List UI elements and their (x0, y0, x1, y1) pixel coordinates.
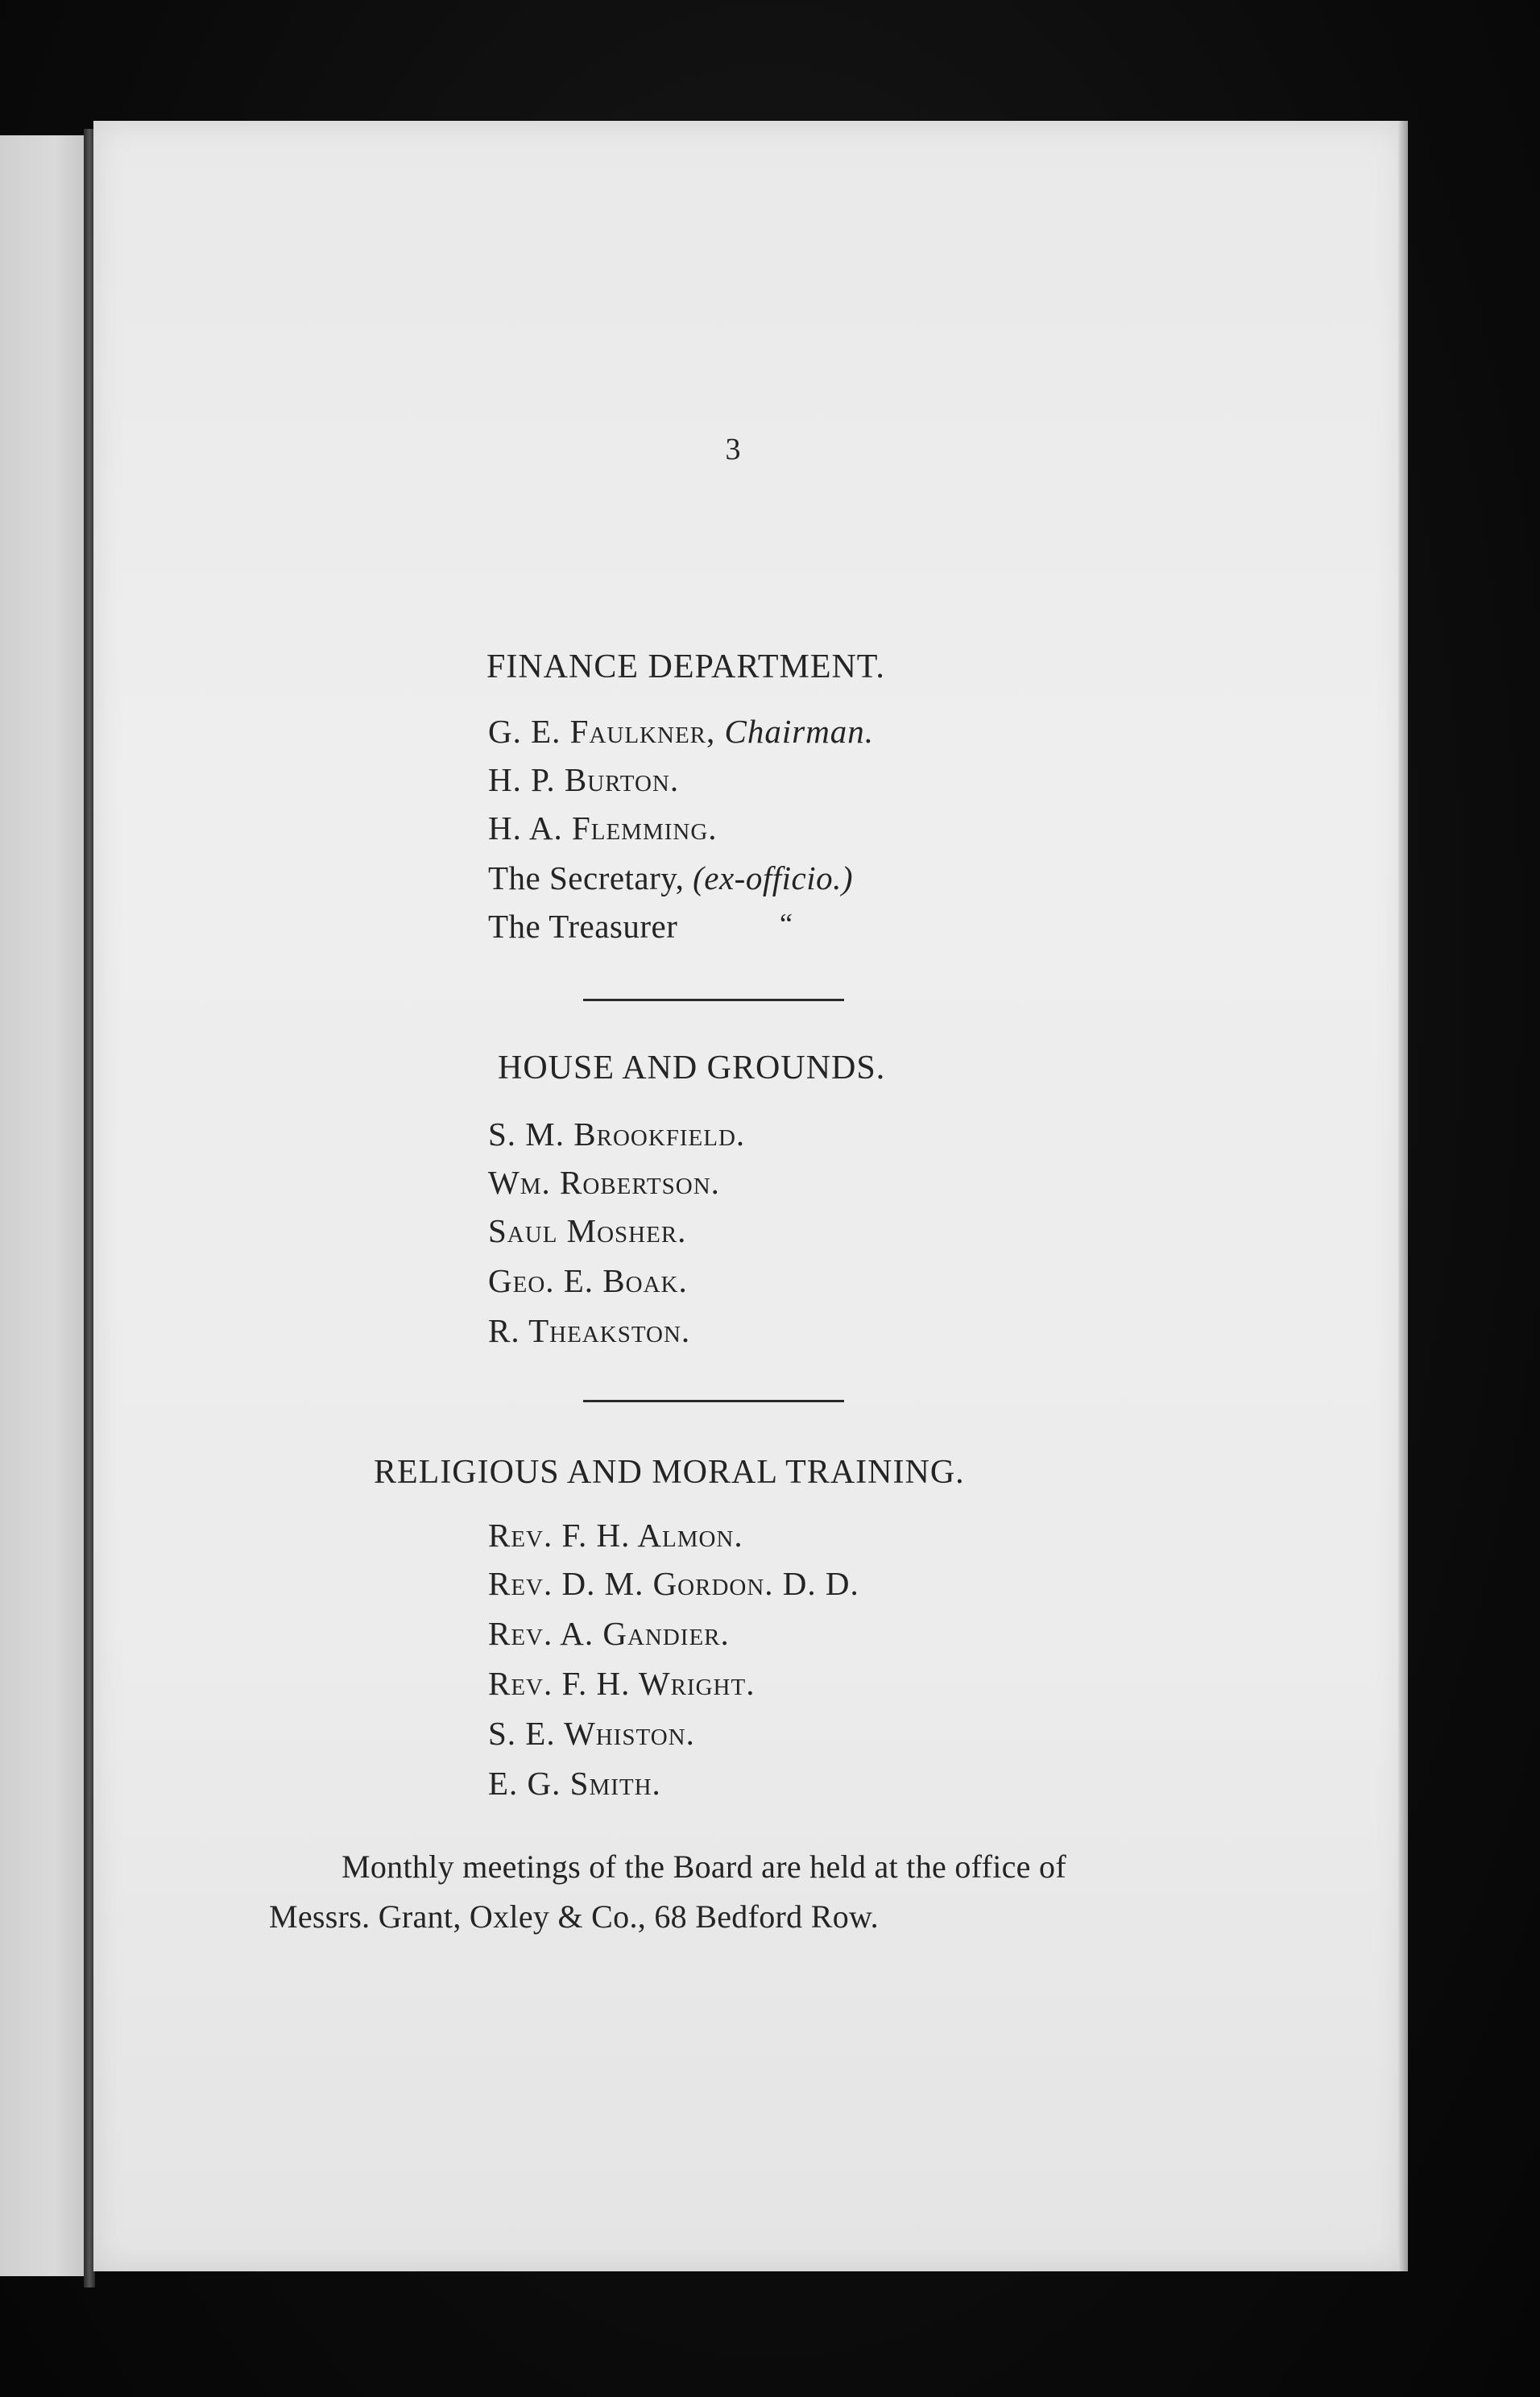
finance-member-4 (488, 859, 853, 897)
finance-member-3: H. A. Flemming. (488, 809, 718, 847)
finance-member-1 (488, 712, 874, 751)
religious-moral-training-heading: RELIGIOUS AND MORAL TRAINING. (374, 1454, 965, 1491)
section-divider-2 (583, 1400, 844, 1402)
page-number: 3 (725, 433, 741, 466)
page-right-edge (1398, 121, 1408, 2271)
facing-page-edge (0, 135, 93, 2276)
house-member-5: R. Theakston. (488, 1312, 691, 1349)
finance-department-heading: FINANCE DEPARTMENT. (486, 648, 885, 685)
religious-member-1: Rev. F. H. Almon. (488, 1517, 743, 1554)
religious-member-6: E. G. Smith. (488, 1765, 661, 1802)
religious-member-2: Rev. D. M. Gordon. D. D. (488, 1565, 859, 1602)
religious-member-5: S. E. Whiston. (488, 1715, 695, 1752)
section-divider-1 (583, 999, 844, 1001)
member-role: Chairman. (724, 713, 875, 750)
member-name: The Secretary, (488, 859, 685, 896)
house-member-2: Wm. Robertson. (488, 1164, 720, 1201)
ditto-mark: “ (780, 908, 793, 940)
finance-member-2: H. P. Burton. (488, 761, 680, 798)
member-role: (ex-officio.) (693, 859, 853, 896)
house-member-4: Geo. E. Boak. (488, 1262, 688, 1299)
house-member-3: Saul Mosher. (488, 1212, 687, 1249)
meeting-note-line-1: Monthly meetings of the Board are held at the office of (342, 1848, 1066, 1885)
meeting-note-line-2: Messrs. Grant, Oxley & Co., 68 Bedford Row. (269, 1898, 879, 1935)
house-and-grounds-heading: HOUSE AND GROUNDS. (498, 1049, 886, 1087)
religious-member-3: Rev. A. Gandier. (488, 1615, 730, 1652)
finance-member-5: The Treasurer (488, 908, 678, 945)
house-member-1: S. M. Brookfield. (488, 1116, 746, 1153)
religious-member-4: Rev. F. H. Wright. (488, 1665, 756, 1702)
member-name: G. E. Faulkner, (488, 713, 716, 750)
